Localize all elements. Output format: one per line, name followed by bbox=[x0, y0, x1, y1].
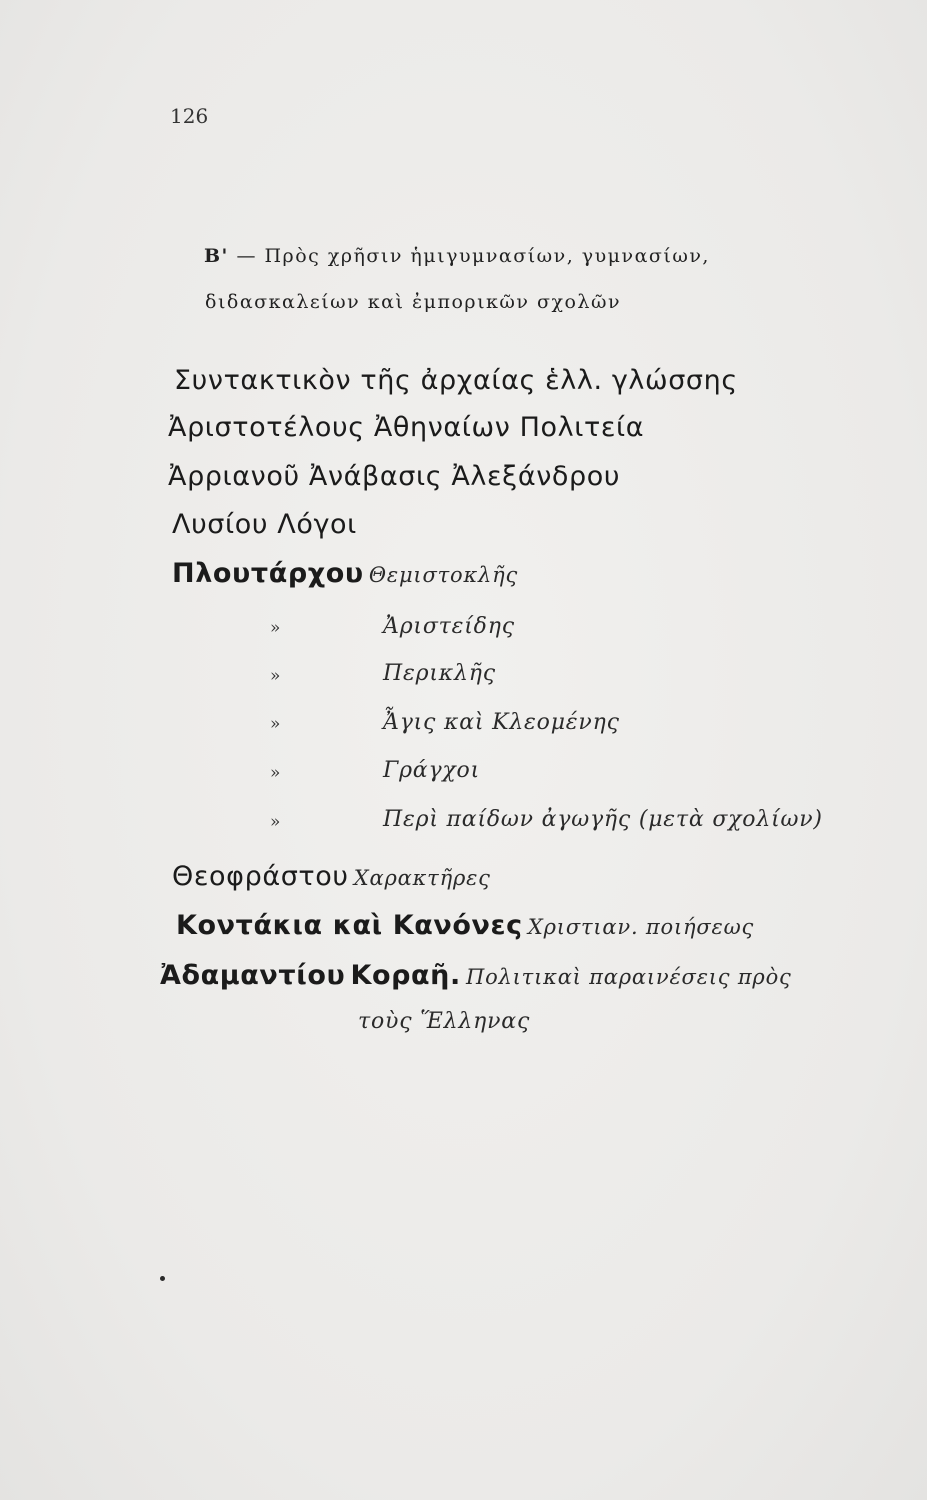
ditto-mark: » bbox=[270, 714, 281, 734]
section-label: Β' bbox=[204, 245, 229, 267]
ditto-mark: » bbox=[270, 618, 281, 638]
plutarch-work-education: Περὶ παίδων ἀγωγῆς (μετὰ σχολίων) bbox=[383, 807, 823, 832]
entry-lysias: Λυσίου Λόγοι bbox=[172, 509, 357, 540]
theophrastus-author: Θεοφράστου bbox=[172, 861, 349, 892]
page-number: 126 bbox=[170, 104, 209, 128]
entry-korais bbox=[160, 960, 792, 991]
theophrastus-work: Χαρακτῆρες bbox=[353, 866, 491, 890]
entry-aristotle: Ἀριστοτέλους Ἀθηναίων Πολιτεία bbox=[168, 412, 645, 443]
entry-syntax: Συντακτικὸν τῆς ἀρχαίας ἑλλ. γλώσσης bbox=[174, 365, 738, 396]
section-heading-line-2: διδασκαλείων καὶ ἐμπορικῶν σχολῶν bbox=[205, 291, 622, 313]
entry-theophrastus bbox=[172, 861, 491, 892]
plutarch-work-gracchi: Γράγχοι bbox=[383, 758, 481, 783]
section-heading-text-1: Πρὸς χρῆσιν ἡμιγυμνασίων, γυμνασίων, bbox=[264, 245, 710, 267]
section-dash: — bbox=[236, 245, 257, 267]
entry-plutarch bbox=[172, 558, 518, 589]
entry-kontakia bbox=[176, 910, 754, 941]
plutarch-author: Πλουτάρχου bbox=[172, 558, 364, 589]
plutarch-work-pericles: Περικλῆς bbox=[383, 661, 496, 686]
korais-work-continued: τοὺς Ἕλληνας bbox=[358, 1009, 531, 1034]
korais-author-first: Ἀδαμαντίου bbox=[160, 960, 346, 991]
plutarch-work-aristides: Ἀριστείδης bbox=[383, 614, 515, 639]
plutarch-work-agis: Ἆγις καὶ Κλεομένης bbox=[383, 710, 620, 735]
korais-work: Πολιτικαὶ παραινέσεις πρὸς bbox=[465, 965, 792, 989]
entry-arrian: Ἀρριανοῦ Ἀνάβασις Ἀλεξάνδρου bbox=[168, 461, 621, 492]
kontakia-title: Κοντάκια καὶ Κανόνες bbox=[176, 910, 523, 941]
ditto-mark: » bbox=[270, 812, 281, 832]
section-heading-line-1 bbox=[204, 245, 710, 267]
plutarch-work-themistocles: Θεμιστοκλῆς bbox=[368, 563, 519, 587]
ditto-mark: » bbox=[270, 666, 281, 686]
ink-speck bbox=[160, 1276, 165, 1281]
ditto-mark: » bbox=[270, 763, 281, 783]
korais-period: . bbox=[450, 960, 461, 991]
kontakia-work: Χριστιαν. ποιήσεως bbox=[527, 915, 755, 939]
korais-author-last: Κοραῆ bbox=[350, 960, 451, 991]
